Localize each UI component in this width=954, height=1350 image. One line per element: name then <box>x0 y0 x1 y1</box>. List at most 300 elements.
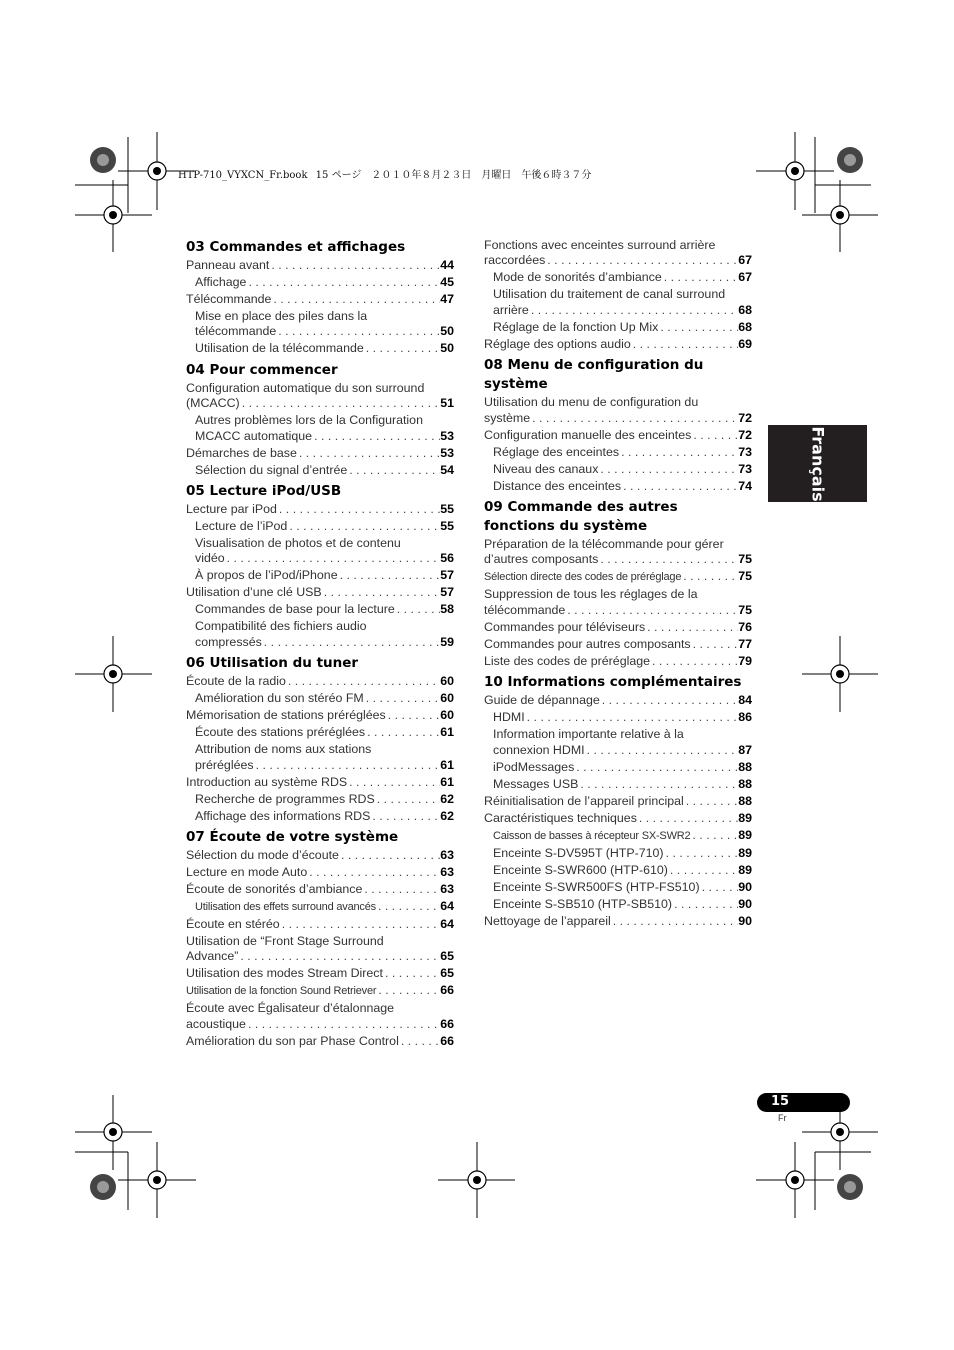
page-ref: 55 <box>440 519 454 534</box>
dot-leader <box>225 551 441 566</box>
dot-leader <box>664 846 739 861</box>
dot-leader <box>681 569 738 584</box>
toc-entry <box>484 637 752 652</box>
entry-line <box>195 691 454 706</box>
entry-text: télécommande <box>195 324 277 339</box>
dot-leader <box>240 396 441 411</box>
entry-text: Écoute de la radio <box>186 674 286 689</box>
entry-line <box>195 275 454 290</box>
entry-text: Lecture de l’iPod <box>195 519 288 534</box>
toc-right-column <box>484 238 752 933</box>
entry-line <box>493 880 752 895</box>
toc-subentry <box>484 777 752 792</box>
entry-text: Affichage <box>195 275 247 289</box>
dot-leader <box>545 253 738 268</box>
entry-text: À propos de l’iPod/iPhone <box>195 568 338 583</box>
page-ref: 60 <box>440 708 454 723</box>
entry-text: Amélioration du son par Phase Control <box>186 1033 399 1048</box>
page-ref: 44 <box>440 258 454 272</box>
dot-leader <box>383 966 440 981</box>
page-ref: 67 <box>738 270 752 285</box>
page-ref: 62 <box>440 791 454 806</box>
entry-text: Mode de sonorités d’ambiance <box>493 270 662 285</box>
dot-leader <box>297 446 440 461</box>
dot-leader <box>370 809 440 824</box>
entry-line <box>493 828 752 844</box>
section-title: 03 Commandes et affichages <box>186 239 406 255</box>
entry-text: Guide de dépannage <box>484 693 600 708</box>
entry-line <box>195 324 454 339</box>
toc-subentry <box>186 725 454 740</box>
dot-leader <box>637 811 738 826</box>
page-ref: 77 <box>738 636 752 651</box>
entry-text-line1: Utilisation du traitement de canal surround <box>493 287 726 302</box>
page-ref: 90 <box>738 913 752 928</box>
entry-text: Écoute en stéréo <box>186 917 280 932</box>
page-ref: 88 <box>738 776 752 791</box>
toc-subentry <box>186 792 454 807</box>
toc-entry <box>484 620 752 635</box>
entry-text: Utilisation des modes Stream Direct <box>186 966 383 981</box>
entry-line <box>195 899 454 915</box>
entry-text-line1: Autres problèmes lors de la Configuration <box>195 413 423 428</box>
toc-subentry <box>484 287 752 318</box>
page-ref: 89 <box>738 862 752 877</box>
page-ref: 73 <box>738 461 752 476</box>
entry-text: (MCACC) <box>186 396 240 411</box>
toc-subentry <box>186 899 454 915</box>
entry-line <box>186 882 454 897</box>
dot-leader <box>238 949 440 964</box>
entry-text: Nettoyage de l’appareil <box>484 913 611 928</box>
page-ref: 75 <box>738 552 752 567</box>
dot-leader <box>565 603 738 618</box>
toc-entry <box>186 446 454 461</box>
entry-line <box>195 725 454 740</box>
entry-text: Utilisation d’une clé USB <box>186 585 322 600</box>
page-ref: 68 <box>738 319 752 334</box>
entry-text: Utilisation de la fonction Sound Retriever <box>186 985 377 998</box>
entry-text: Enceinte S-SWR500FS (HTP-FS510) <box>493 879 700 894</box>
entry-text: Enceinte S-DV595T (HTP-710) <box>493 845 664 860</box>
dot-leader <box>339 848 440 863</box>
page-language: Fr <box>778 1113 787 1123</box>
entry-line <box>186 674 454 689</box>
toc-entry <box>484 395 752 426</box>
section-title: 08 Menu de configuration du système <box>484 357 704 393</box>
entry-text: Messages USB <box>493 776 579 791</box>
language-tab <box>768 425 867 502</box>
entry-line <box>195 602 454 617</box>
entry-line <box>493 846 752 861</box>
toc-subentry <box>484 320 752 335</box>
toc-entry <box>186 674 454 689</box>
toc-subentry <box>186 275 454 290</box>
toc-section <box>484 673 752 929</box>
section-title: 07 Écoute de votre système <box>186 829 399 846</box>
page-ref: 60 <box>440 674 454 689</box>
page-ref: 53 <box>440 445 454 460</box>
entry-text: Télécommande <box>186 292 272 306</box>
toc-entry <box>484 337 752 352</box>
entry-text: Commandes pour autres composants <box>484 636 691 651</box>
toc-subentry <box>186 309 454 340</box>
entry-text: Panneau avant <box>186 258 270 272</box>
dot-leader <box>600 693 738 708</box>
entry-text-line1: Mise en place des piles dans la <box>195 309 368 323</box>
toc-subentry <box>186 568 454 583</box>
toc-entry <box>186 502 454 517</box>
toc-entry <box>186 865 454 880</box>
dot-leader <box>364 341 440 356</box>
entry-line <box>186 708 454 723</box>
dot-leader <box>672 897 738 912</box>
entry-text: Configuration manuelle des enceintes <box>484 427 692 442</box>
toc-entry <box>186 708 454 723</box>
toc-subentry <box>186 809 454 824</box>
dot-leader <box>364 691 440 706</box>
entry-line <box>186 848 454 863</box>
dot-leader <box>525 710 739 725</box>
dot-leader <box>276 324 440 339</box>
entry-text: Réinitialisation de l’appareil principal <box>484 793 684 808</box>
toc-left-column <box>186 238 454 1053</box>
dot-leader <box>645 620 738 635</box>
section-title: 05 Lecture iPod/USB <box>186 483 342 500</box>
dot-leader <box>277 502 440 517</box>
toc-subentry <box>186 619 454 650</box>
entry-text: raccordées <box>484 253 546 268</box>
page-ref: 57 <box>440 568 454 583</box>
toc-entry <box>186 1001 454 1032</box>
toc-subentry <box>186 536 454 567</box>
dot-leader <box>362 882 440 897</box>
entry-text: Enceinte S-SB510 (HTP-SB510) <box>493 896 673 911</box>
dot-leader <box>585 743 739 758</box>
page-ref: 90 <box>738 896 752 911</box>
entry-text-line1: Information importante relative à la <box>493 727 684 742</box>
dot-leader <box>690 828 738 843</box>
toc-subentry <box>186 742 454 773</box>
toc-subentry <box>484 462 752 477</box>
entry-text-line1: Visualisation de photos et de contenu <box>195 536 401 551</box>
toc-section <box>484 498 752 669</box>
page-ref: 73 <box>738 444 752 459</box>
dot-leader <box>365 725 440 740</box>
entry-line <box>484 253 752 268</box>
entry-text: Écoute de sonorités d’ambiance <box>186 882 363 897</box>
entry-text: Commandes pour téléviseurs <box>484 619 646 634</box>
entry-text-line1: Attribution de noms aux stations <box>195 742 372 757</box>
entry-line <box>195 341 454 356</box>
entry-text: Réglage des options audio <box>484 336 631 351</box>
page-ref: 69 <box>738 336 752 351</box>
page-ref: 74 <box>738 478 752 493</box>
page-ref: 84 <box>738 693 752 708</box>
page-ref: 86 <box>738 710 752 725</box>
entry-text: Réglage des enceintes <box>493 444 620 459</box>
page-ref: 58 <box>440 602 454 617</box>
dot-leader <box>271 292 440 307</box>
entry-line <box>186 949 454 964</box>
entry-line <box>186 966 454 981</box>
entry-line <box>195 809 454 824</box>
entry-text: Affichage des informations RDS <box>195 808 371 823</box>
toc-section <box>186 654 454 824</box>
page-ref: 68 <box>738 302 752 317</box>
page-ref: 66 <box>440 1016 454 1031</box>
entry-text: Mémorisation de stations préréglées <box>186 708 386 723</box>
entry-text-line1: Suppression de tous les réglages de la <box>484 587 698 602</box>
dot-leader <box>347 775 440 790</box>
toc-subentry <box>186 602 454 617</box>
entry-text: Distance des enceintes <box>493 478 622 493</box>
page-ref: 89 <box>738 810 752 825</box>
entry-line <box>484 620 752 635</box>
entry-text-line1: Utilisation de “Front Stage Surround <box>186 934 384 949</box>
page-ref: 65 <box>440 949 454 964</box>
page-ref: 72 <box>738 427 752 442</box>
entry-text: Démarches de base <box>186 445 297 460</box>
dot-leader <box>307 865 440 880</box>
entry-line <box>484 693 752 708</box>
page-ref: 62 <box>440 808 454 823</box>
entry-text: connexion HDMI <box>493 742 585 757</box>
entry-text: compressés <box>195 634 262 649</box>
toc-entry <box>484 238 752 269</box>
entry-line <box>493 863 752 878</box>
dot-leader <box>322 585 441 600</box>
toc-section <box>484 238 752 352</box>
page-ref: 63 <box>440 848 454 863</box>
page-ref: 59 <box>440 634 454 649</box>
page-ref: 72 <box>738 410 752 425</box>
page-ref: 66 <box>440 1033 454 1048</box>
entry-line <box>484 654 752 669</box>
entry-line <box>186 1017 454 1032</box>
entry-text: MCACC automatique <box>195 428 313 443</box>
dot-leader <box>598 462 738 477</box>
toc-entry <box>186 585 454 600</box>
page-ref: 55 <box>440 502 454 517</box>
toc-entry <box>186 882 454 897</box>
dot-leader <box>662 270 738 285</box>
entry-line <box>195 463 454 478</box>
dot-leader <box>338 568 441 583</box>
entry-text-line1: Fonctions avec enceintes surround arrière <box>484 238 716 252</box>
entry-text: Réglage de la fonction Up Mix <box>493 319 659 334</box>
section-title: 09 Commande des autres fonctions du système <box>484 499 678 535</box>
page-ref: 75 <box>738 569 752 584</box>
entry-text: Amélioration du son stéréo FM <box>195 691 364 706</box>
entry-text: Lecture en mode Auto <box>186 865 308 880</box>
entry-line <box>484 603 752 618</box>
page-ref: 45 <box>440 275 454 289</box>
dot-leader <box>312 429 440 444</box>
dot-leader <box>376 899 440 914</box>
language-tab-label: Français <box>808 425 827 502</box>
entry-text: Sélection du signal d’entrée <box>195 462 348 477</box>
entry-text: vidéo <box>195 551 225 566</box>
entry-line <box>186 917 454 932</box>
entry-line <box>186 865 454 880</box>
entry-line <box>484 428 752 443</box>
entry-text: Lecture par iPod <box>186 502 277 517</box>
page-ref: 60 <box>440 691 454 706</box>
entry-line <box>493 760 752 775</box>
section-title: 06 Utilisation du tuner <box>186 655 359 672</box>
dot-leader <box>347 463 440 478</box>
page-ref: 87 <box>738 742 752 757</box>
toc-subentry <box>186 463 454 478</box>
page-ref: 76 <box>738 619 752 634</box>
toc-subentry <box>484 270 752 285</box>
dot-leader <box>254 758 441 773</box>
dot-leader <box>631 337 738 352</box>
dot-leader <box>375 792 440 807</box>
dot-leader <box>611 914 738 929</box>
page-ref: 50 <box>440 341 454 356</box>
toc-subentry <box>186 691 454 706</box>
page-ref: 65 <box>440 966 454 981</box>
toc-entry <box>186 983 454 999</box>
toc-entry <box>186 934 454 965</box>
dot-leader <box>246 275 440 290</box>
entry-line <box>484 337 752 352</box>
entry-text: Advance” <box>186 949 239 964</box>
dot-leader <box>700 880 739 895</box>
toc-entry <box>186 848 454 863</box>
toc-subentry <box>484 727 752 758</box>
dot-leader <box>286 674 440 689</box>
dot-leader <box>269 258 440 273</box>
dot-leader <box>691 637 739 652</box>
entry-line <box>484 811 752 826</box>
page-ref: 51 <box>440 396 454 411</box>
page-ref: 67 <box>738 253 752 268</box>
page-ref: 79 <box>738 653 752 668</box>
entry-text: Caractéristiques techniques <box>484 810 637 825</box>
entry-line <box>493 320 752 335</box>
toc-entry <box>484 794 752 809</box>
dot-leader <box>578 777 738 792</box>
page-ref: 88 <box>738 759 752 774</box>
entry-line <box>493 270 752 285</box>
toc-subentry <box>484 710 752 725</box>
dot-leader <box>399 1034 440 1049</box>
toc-subentry <box>186 519 454 534</box>
entry-line <box>195 635 454 650</box>
page-ref: 88 <box>738 793 752 808</box>
entry-line <box>484 914 752 929</box>
entry-text-line1: Utilisation du menu de configuration du <box>484 395 699 410</box>
entry-line <box>493 479 752 494</box>
dot-leader <box>621 479 738 494</box>
entry-line <box>186 396 454 411</box>
toc-section <box>484 356 752 494</box>
entry-line <box>186 1034 454 1049</box>
entry-text: iPodMessages <box>493 759 575 774</box>
entry-line <box>493 897 752 912</box>
section-title: 04 Pour commencer <box>186 361 338 378</box>
toc-section <box>186 238 454 357</box>
page-ref: 89 <box>738 845 752 860</box>
dot-leader <box>598 552 738 567</box>
toc-entry <box>484 587 752 618</box>
toc-subentry <box>484 445 752 460</box>
dot-leader <box>619 445 738 460</box>
entry-text: Utilisation des effets surround avancés <box>195 901 376 914</box>
entry-text: préréglées <box>195 757 254 772</box>
page-ref: 54 <box>440 462 454 477</box>
entry-text-line1: Configuration automatique du son surround <box>186 380 425 395</box>
dot-leader <box>658 320 738 335</box>
page-ref: 47 <box>440 292 454 306</box>
entry-line <box>186 258 454 273</box>
toc-subentry <box>484 479 752 494</box>
dot-leader <box>574 760 738 775</box>
dot-leader <box>246 1017 440 1032</box>
entry-line <box>195 519 454 534</box>
toc-subentry <box>484 760 752 775</box>
page-ref: 63 <box>440 865 454 880</box>
entry-text: Utilisation de la télécommande <box>195 341 364 356</box>
entry-text: Introduction au système RDS <box>186 774 348 789</box>
page-ref: 89 <box>738 827 752 842</box>
entry-line <box>484 411 752 426</box>
toc-subentry <box>186 341 454 356</box>
toc-entry <box>186 258 454 273</box>
toc-subentry <box>484 880 752 895</box>
entry-text: acoustique <box>186 1016 246 1031</box>
entry-line <box>195 758 454 773</box>
entry-text-line1: Compatibilité des fichiers audio <box>195 619 367 634</box>
toc-section <box>186 482 454 650</box>
entry-text: Recherche de programmes RDS <box>195 791 375 806</box>
page-number: 15 <box>771 1094 790 1109</box>
page-ref: 56 <box>440 551 454 566</box>
toc-entry <box>186 292 454 307</box>
page-ref: 66 <box>440 983 454 998</box>
dot-leader <box>650 654 738 669</box>
entry-line <box>186 292 454 307</box>
toc-subentry <box>484 863 752 878</box>
toc-entry <box>484 654 752 669</box>
entry-line <box>493 777 752 792</box>
toc-section <box>186 361 454 478</box>
toc-entry <box>186 1034 454 1049</box>
toc-section <box>186 828 454 1049</box>
toc-entry <box>186 966 454 981</box>
entry-line <box>493 743 752 758</box>
dot-leader <box>386 708 440 723</box>
page-ref: 61 <box>440 757 454 772</box>
toc-entry <box>484 428 752 443</box>
entry-line <box>186 775 454 790</box>
toc-entry <box>186 917 454 932</box>
dot-leader <box>530 411 738 426</box>
entry-text: Niveau des canaux <box>493 461 599 476</box>
print-header: HTP-710_VYXCN_Fr.book 15 ページ ２０１０年８月２３日 月曜日 午後６時３７分 <box>178 170 592 181</box>
entry-text: télécommande <box>484 602 566 617</box>
dot-leader <box>287 519 440 534</box>
dot-leader <box>691 428 738 443</box>
entry-text: Enceinte S-SWR600 (HTP-610) <box>493 862 668 877</box>
page-ref: 61 <box>440 725 454 740</box>
dot-leader <box>376 983 440 998</box>
dot-leader <box>280 917 441 932</box>
toc-subentry <box>484 846 752 861</box>
